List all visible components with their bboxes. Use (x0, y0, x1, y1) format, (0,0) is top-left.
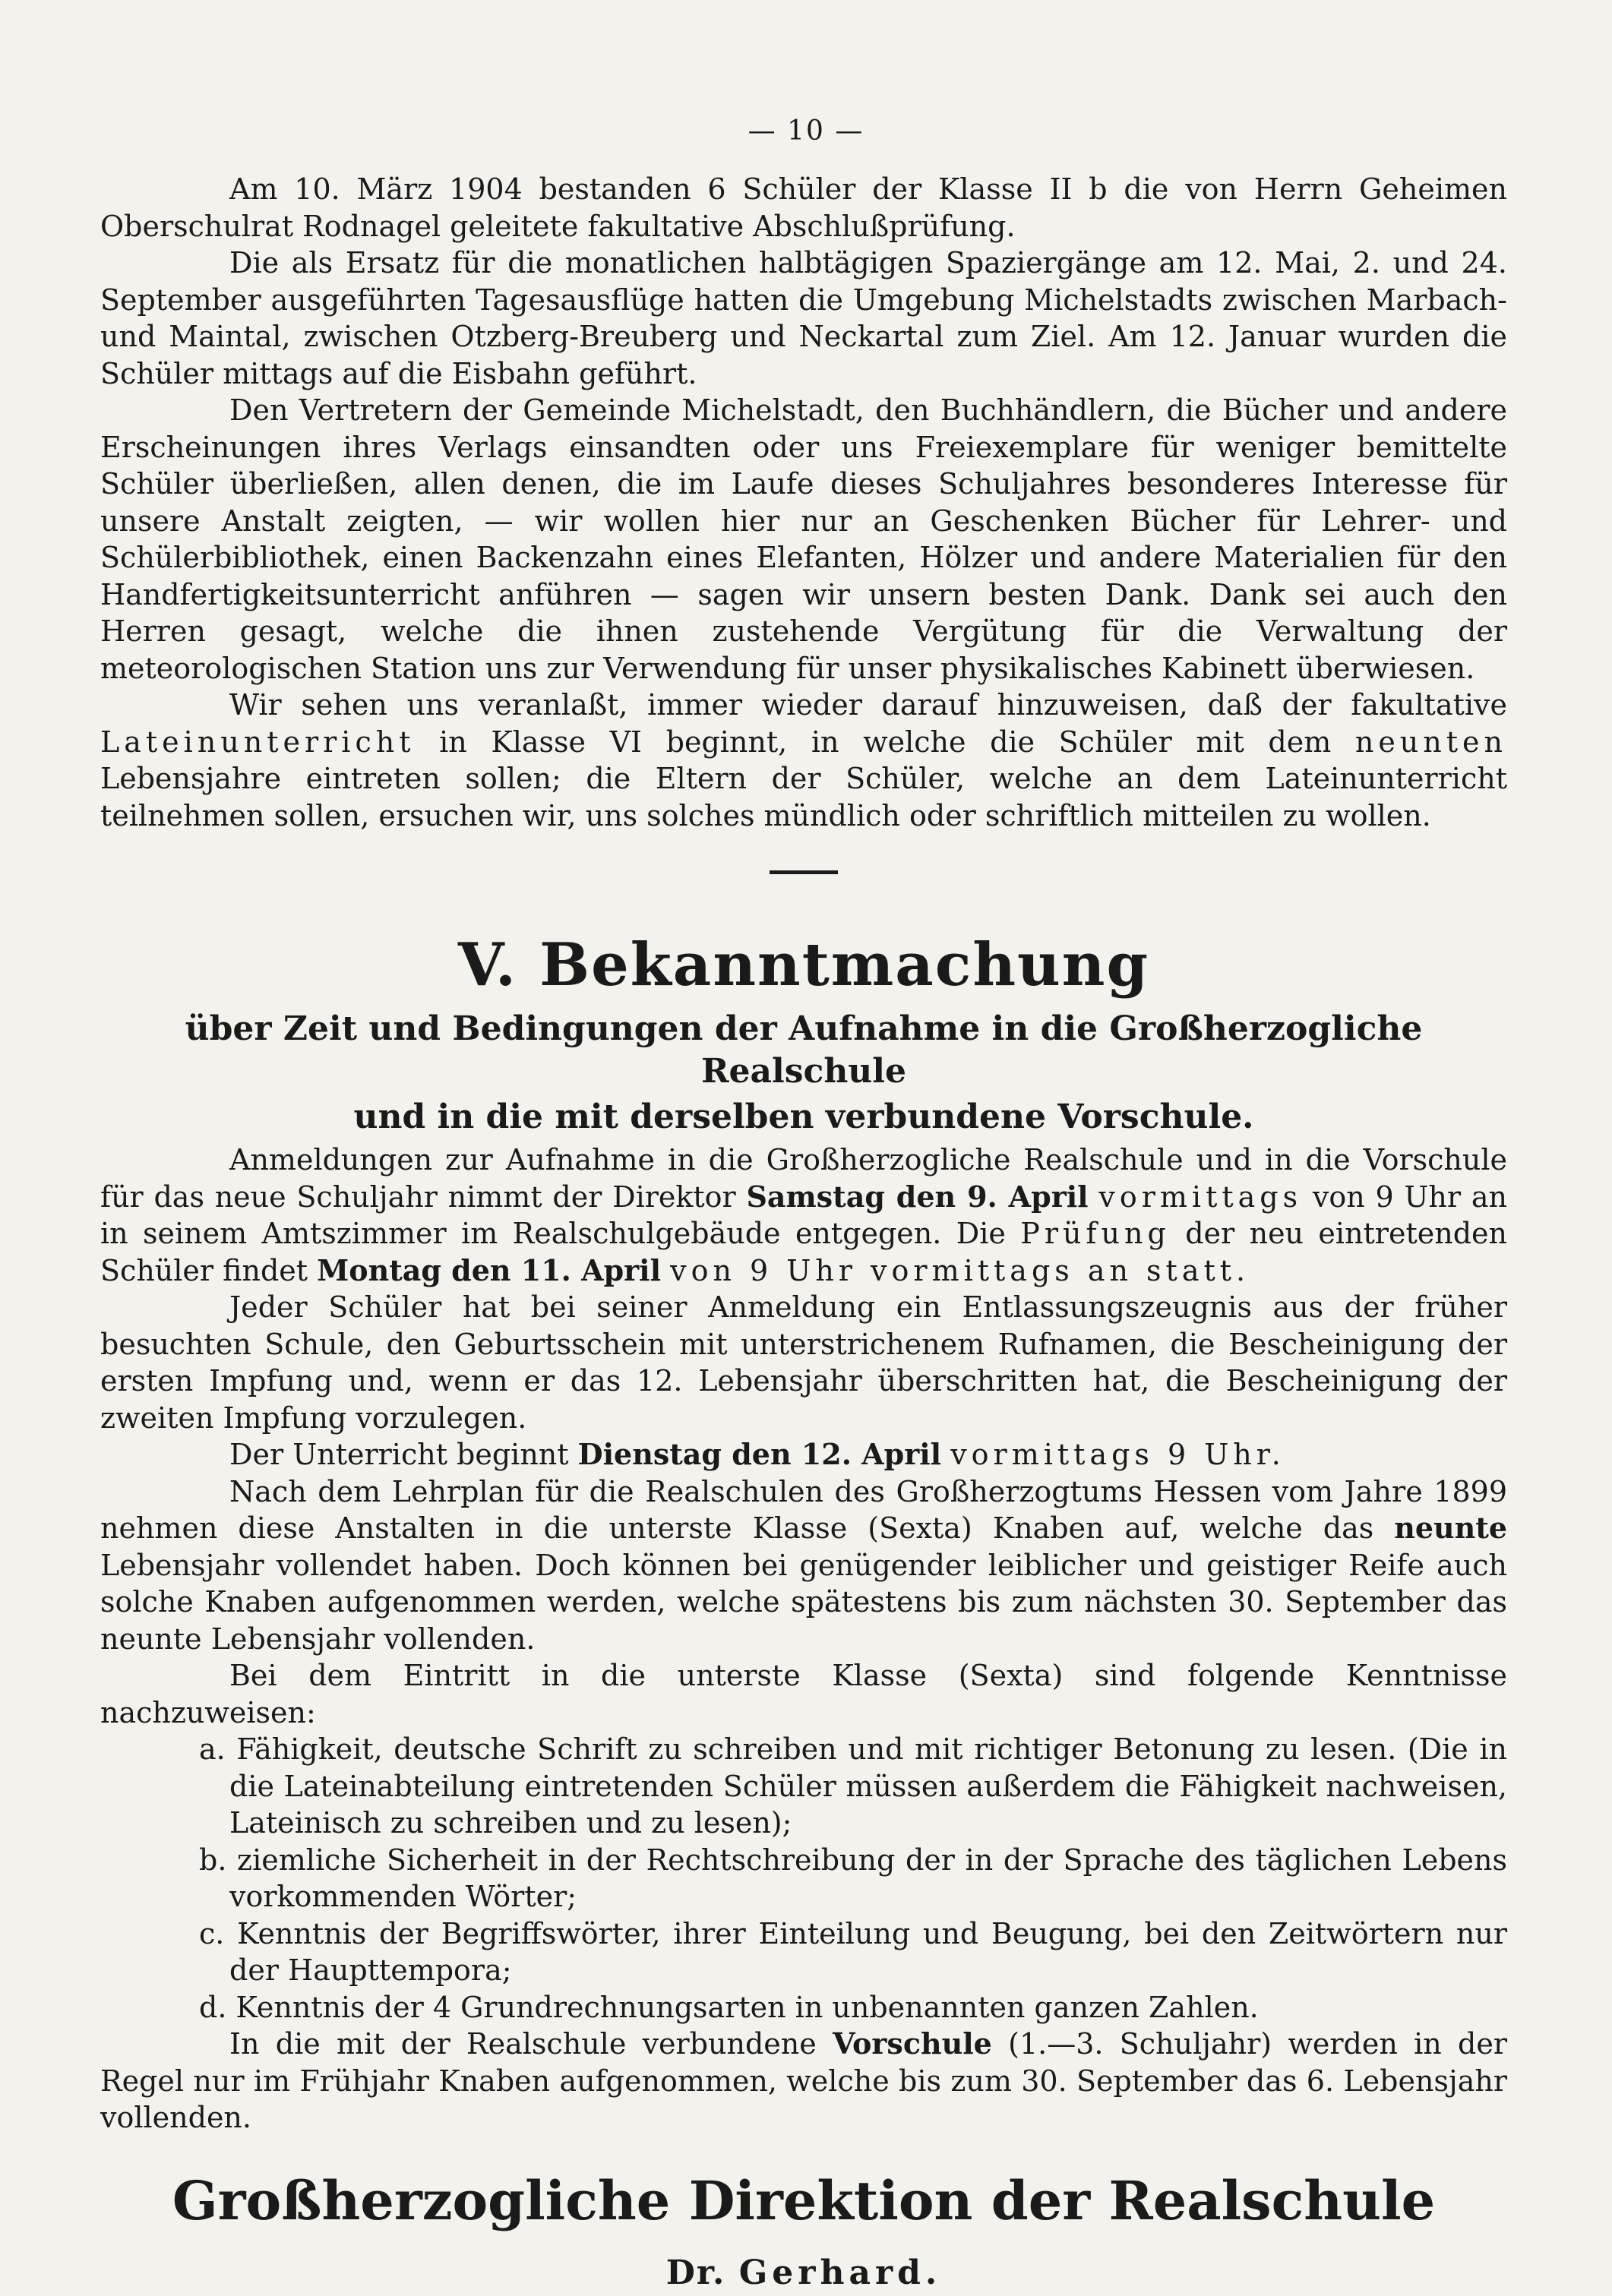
intro-paragraph-1: Am 10. März 1904 bestanden 6 Schüler der Klasse II b die von Herrn Geheimen Oberschulrat Rodnagel geleitete fakultative Abschlußprüfung. (100, 172, 1507, 243)
signature-institution: Großherzogliche Direktion der Realschule (172, 2168, 1436, 2232)
announcement-paragraph-1 (100, 1142, 1507, 1289)
a1-rest2: der neu eintretenden Schüler findet (100, 1217, 1507, 1287)
a3-date: Dienstag den 12. April (577, 1437, 942, 1471)
a1-time2: von 9 Uhr vormittags an statt. (670, 1253, 1250, 1287)
section-title: V. Bekanntmachung (457, 930, 1149, 1000)
section-divider (770, 870, 838, 874)
a1-vormittags: vormittags (1098, 1180, 1303, 1214)
a4-pre: Nach dem Lehrplan für die Realschulen des Großherzogtums Hessen vom Jahre 1899 nehmen diese Anstalten in die unterste Klasse (Sexta) Knaben auf, welche das (100, 1474, 1507, 1545)
a6-pre: In die mit der Realschule verbundene (229, 2027, 817, 2061)
announcement-paragraph-3 (100, 1436, 1507, 1473)
latin-text-2: in Klasse VI beginnt, in welche die Schüler mit dem (439, 725, 1332, 759)
a1-pruefung: Prüfung (1020, 1217, 1171, 1250)
intro-paragraph-3: Den Vertretern der Gemeinde Michelstadt, den Buchhändlern, die Bücher und andere Erscheinungen ihres Verlags einsandten oder uns Freiexemplare für weniger bemittelte Schüler überließen, allen denen, die im Laufe dieses Schuljahres besonderes Interesse für unsere Anstalt zeigten, — wir wollen hier nur an Geschenken Bücher für Lehrer- und Schülerbibliothek, einen Backenzahn eines Elefanten, Hölzer und andere Materialien für den Handfertigkeitsunterricht anführen — sagen wir unsern besten Dank. Dank sei auch den Herren gesagt, welche die ihnen zustehende Vergütung für die Verwaltung der meteorologischen Station uns zur Verwendung für unser physikalisches Kabinett überwiesen. (100, 393, 1507, 685)
a3-time: vormittags 9 Uhr. (950, 1438, 1285, 1471)
intro-paragraph-2: Die als Ersatz für die monatlichen halbtägigen Spaziergänge am 12. Mai, 2. und 24. September ausgeführten Tagesausflüge hatten die Umgebung Michelstadts zwischen Marbach- und Maintal, zwischen Otzberg-Breuberg und Neckartal zum Ziel. Am 12. Januar wurden die Schüler mittags auf die Eisbahn geführt. (100, 246, 1507, 390)
requirement-item-a: a. Fähigkeit, deutsche Schrift zu schreiben und mit richtiger Betonung zu lesen. (Die in die Lateinabteilung eintretenden Schüler müssen außerdem die Fähigkeit nachweisen, Lateinisch zu schreiben und zu lesen); (199, 1732, 1507, 1840)
announcement-paragraph-4 (100, 1473, 1507, 1658)
a6-vorschule: Vorschule (833, 2026, 992, 2061)
a4-neunte: neunte (1394, 1511, 1507, 1545)
a1-rest: von 9 Uhr an in seinem Amtszimmer im Realschulgebäude entgegen. Die (100, 1180, 1507, 1250)
a1-date2: Montag den 11. April (317, 1252, 662, 1287)
a4-post: Lebensjahr vollendet haben. Doch können bei genügender leiblicher und geistiger Reife auch solche Knaben aufgenommen werden, welche spätestens bis zum nächsten 30. September das neunte Lebensjahr vollenden. (100, 1548, 1507, 1656)
latin-paragraph (100, 687, 1507, 834)
requirement-item-b: b. ziemliche Sicherheit in der Rechtschreibung der in der Sprache des täglichen Lebens vorkommenden Wörter; (199, 1843, 1507, 1913)
section-subtitle-1: über Zeit und Bedingungen der Aufnahme in die Großherzogliche Realschule (185, 1009, 1423, 1091)
a6-post: (1.—3. Schuljahr) werden in der Regel nur im Frühjahr Knaben aufgenommen, welche bis zum 30. September das 6. Lebensjahr vollenden. (100, 2027, 1507, 2134)
a3-pre: Der Unterricht beginnt (229, 1438, 569, 1471)
signer-prefix: Dr. (665, 2253, 726, 2292)
neunten-emphasis: neunten (1354, 725, 1507, 759)
a1-date: Samstag den 9. April (746, 1179, 1089, 1214)
announcement-paragraph-6 (100, 2026, 1507, 2137)
signer-surname: Gerhard. (738, 2253, 942, 2292)
requirement-item-d: d. Kenntnis der 4 Grundrechnungsarten in unbenannten ganzen Zahlen. (199, 1990, 1259, 2024)
latin-emphasis: Lateinunterricht (100, 725, 416, 759)
document-body (100, 171, 1507, 2296)
section-subtitle-2: und in die mit derselben verbundene Vorschule. (353, 1097, 1254, 1136)
announcement-paragraph-2: Jeder Schüler hat bei seiner Anmeldung ein Entlassungszeugnis aus der früher besuchten Schule, den Geburtsschein mit unterstrichenem Rufnamen, die Bescheinigung der ersten Impfung und, wenn er das 12. Lebensjahr überschritten hat, die Bescheinigung der zweiten Impfung vorzulegen. (100, 1290, 1507, 1435)
requirement-item-c: c. Kenntnis der Begriffswörter, ihrer Einteilung und Beugung, bei den Zeitwörtern nur der Haupttempora; (199, 1916, 1507, 1987)
signer-name (100, 2250, 1507, 2296)
announcement-paragraph-5: Bei dem Eintritt in die unterste Klasse (Sexta) sind folgende Kenntnisse nachzuweisen: (100, 1659, 1507, 1729)
latin-text-1: Wir sehen uns veranlaßt, immer wieder darauf hinzuweisen, daß der fakultative (229, 688, 1507, 722)
latin-text-3: Lebensjahre eintreten sollen; die Eltern der Schüler, welche an dem Lateinunterricht teilnehmen sollen, ersuchen wir, uns solches mündlich oder schriftlich mitteilen zu wollen. (100, 762, 1507, 832)
page-number: — 10 — (748, 115, 864, 147)
a1-text: Anmeldungen zur Aufnahme in die Großherzogliche Realschule und in die Vorschule für das neue Schuljahr nimmt der Direktor (100, 1143, 1507, 1214)
